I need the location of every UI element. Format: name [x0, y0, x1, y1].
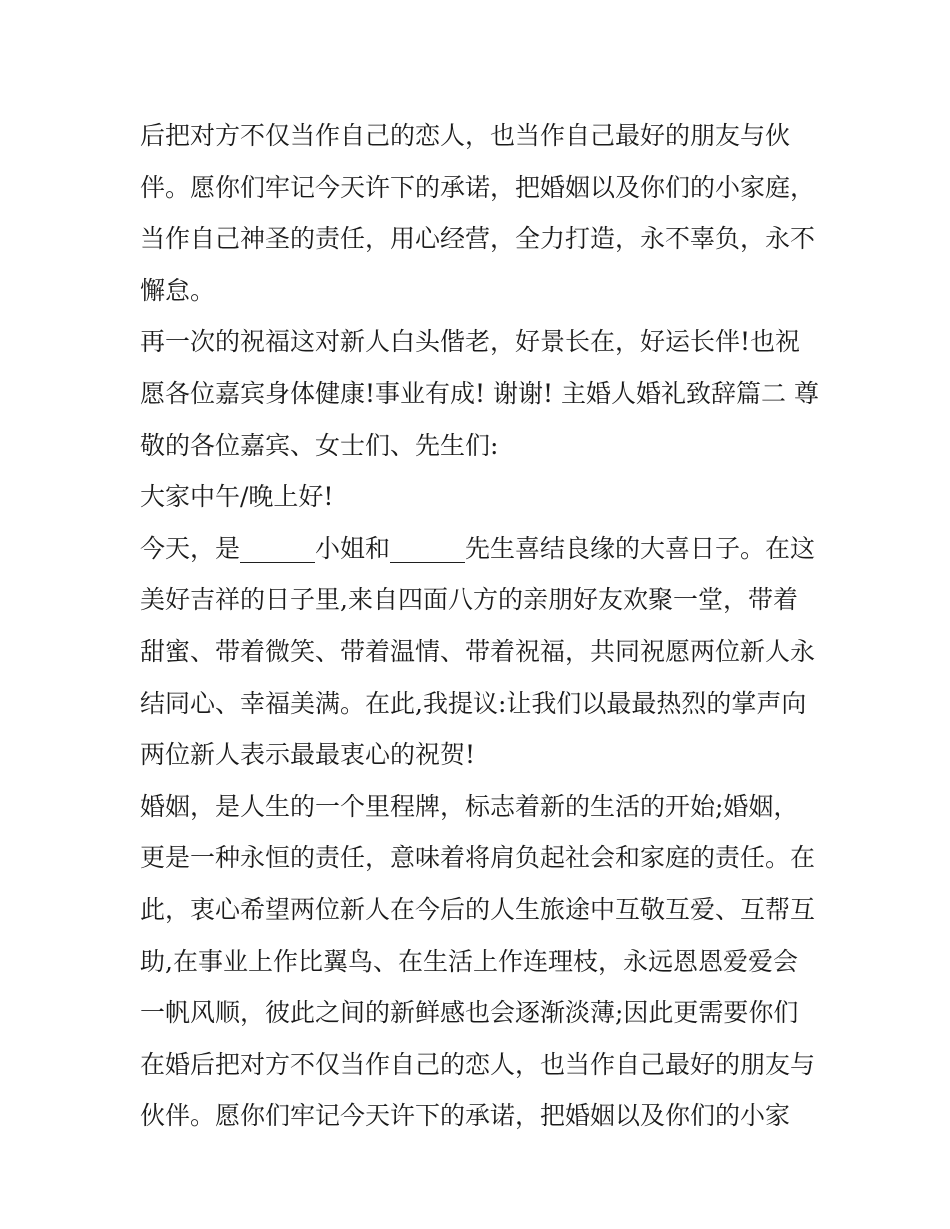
- text-line: 伴。愿你们牢记今天许下的承诺，把婚姻以及你们的小家庭，: [140, 172, 816, 202]
- text-line: 美好吉祥的日子里,来自四面八方的亲朋好友欢聚一堂，带着: [140, 585, 798, 615]
- text-line: 后把对方不仅当作自己的恋人，也当作自己最好的朋友与伙: [140, 121, 791, 150]
- text-line: 再一次的祝福这对新人白头偕老，好景长在，好运长伴!也祝: [140, 327, 801, 357]
- text-line: 伙伴。愿你们牢记今天许下的承诺，把婚姻以及你们的小家: [140, 1101, 791, 1131]
- text-line: 婚姻，是人生的一个里程牌，标志着新的生活的开始;婚姻，: [140, 791, 799, 821]
- text-line: 更是一种永恒的责任，意味着将肩负起社会和家庭的责任。在: [140, 843, 816, 873]
- text-line: 愿各位嘉宾身体健康!事业有成! 谢谢! 主婚人婚礼致辞篇二 尊: [140, 378, 819, 408]
- text-line: 今天，是______小姐和______先生喜结良缘的大喜日子。在这: [140, 533, 816, 563]
- text-line: 结同心、幸福美满。在此,我提议:让我们以最最热烈的掌声向: [140, 688, 807, 718]
- text-line: 在婚后把对方不仅当作自己的恋人，也当作自己最好的朋友与: [140, 1049, 816, 1079]
- text-line: 两位新人表示最最衷心的祝贺!: [140, 740, 476, 770]
- body-text: [140, 110, 830, 1142]
- text-line: 助,在事业上作比翼鸟、在生活上作连理枝，永远恩恩爱爱会: [140, 946, 798, 976]
- text-line: 甜蜜、带着微笑、带着温情、带着祝福，共同祝愿两位新人永: [140, 636, 816, 666]
- text-line: 懈怠。: [140, 275, 216, 305]
- text-line: 大家中午/晚上好!: [140, 482, 334, 512]
- text-line: 当作自己神圣的责任，用心经营，全力打造，永不辜负，永不: [140, 224, 816, 254]
- text-line: 此，衷心希望两位新人在今后的人生旅途中互敬互爱、互帮互: [140, 894, 816, 924]
- text-line: 敬的各位嘉宾、女士们、先生们:: [140, 430, 499, 460]
- text-line: 一帆风顺，彼此之间的新鲜感也会逐渐淡薄;因此更需要你们: [140, 998, 799, 1028]
